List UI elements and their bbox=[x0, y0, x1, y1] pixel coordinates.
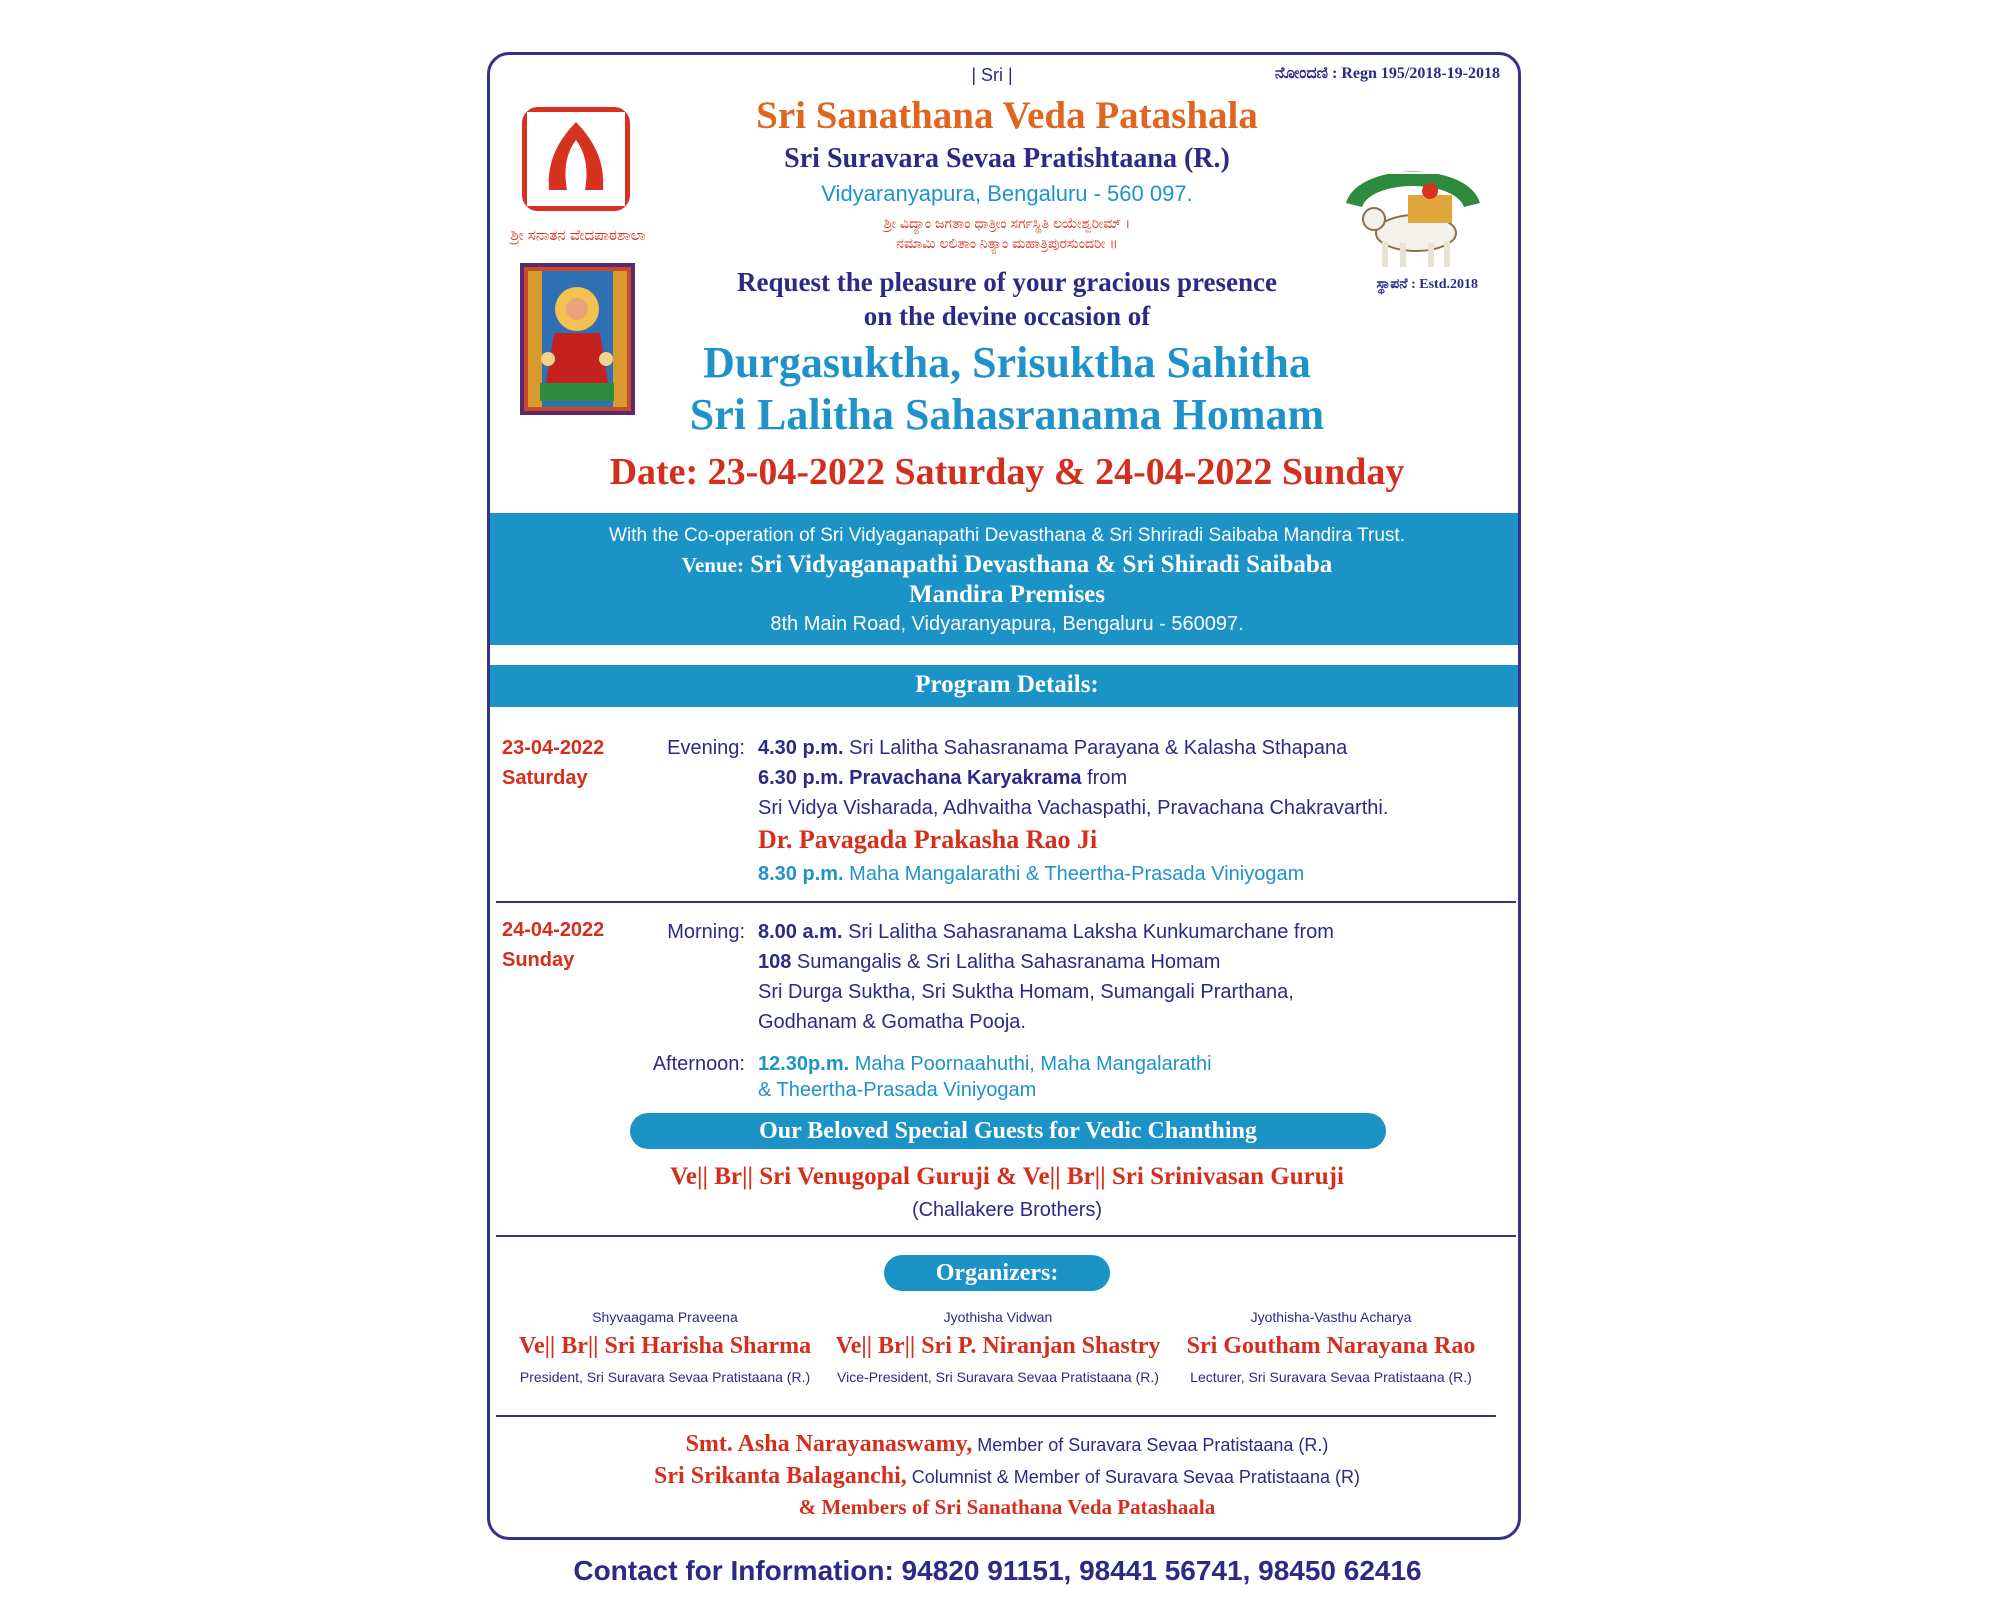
organizer-3-role: Lecturer, Sri Suravara Sevaa Pratistaana (R.) bbox=[1190, 1369, 1472, 1385]
day1-event-3: Maha Mangalarathi & Theertha-Prasada Viniyogam bbox=[843, 863, 1305, 885]
organizer-3-title: Jyothisha-Vasthu Acharya bbox=[1250, 1309, 1412, 1325]
member-3: & Members of Sri Sanathana Veda Patashaala bbox=[798, 1495, 1216, 1519]
day1-time-2: 6.30 p.m. bbox=[758, 767, 844, 789]
day1-event-2-from: from bbox=[1081, 767, 1128, 789]
guests-note: (Challakere Brothers) bbox=[911, 1199, 1103, 1221]
organizer-1-title: Shyvaagama Praveena bbox=[592, 1309, 738, 1325]
member-1-role: Member of Suravara Sevaa Pratistaana (R.) bbox=[972, 1435, 1329, 1455]
established-year: ಸ್ಥಾಪನೆ : Estd.2018 bbox=[1376, 277, 1478, 292]
organizer-2-title: Jyothisha Vidwan bbox=[943, 1309, 1053, 1325]
day1-event-1: Sri Lalitha Sahasranama Parayana & Kalasha Sthapana bbox=[843, 737, 1348, 759]
member-2-name: Sri Srikanta Balaganchi, bbox=[654, 1463, 907, 1489]
day1-item-1 bbox=[758, 737, 1347, 760]
trust-subtitle: Sri Suravara Sevaa Pratishtaana (R.) bbox=[784, 143, 1230, 174]
day1-time-3: 8.30 p.m. bbox=[758, 863, 844, 885]
organizer-2-name: Ve|| Br|| Sri P. Niranjan Shastry bbox=[835, 1333, 1161, 1359]
member-2 bbox=[490, 1463, 1521, 1490]
day1-item-2 bbox=[758, 767, 1127, 790]
day2-session-afternoon: Afternoon: bbox=[652, 1053, 745, 1075]
divider-2 bbox=[496, 1235, 1516, 1237]
day2-item-2 bbox=[758, 951, 1220, 974]
day2-session-morning: Morning: bbox=[667, 921, 745, 943]
request-line-1: Request the pleasure of your gracious presence bbox=[737, 267, 1277, 297]
venue-address: 8th Main Road, Vidyaranyapura, Bengaluru - 560097. bbox=[770, 613, 1244, 635]
patashala-title: Sri Sanathana Veda Patashala bbox=[756, 94, 1258, 137]
day2-weekday: Sunday bbox=[502, 949, 575, 971]
header-address: Vidyaranyapura, Bengaluru - 560 097. bbox=[821, 181, 1193, 206]
day2-event-2: Sumangalis & Sri Lalitha Sahasranama Homam bbox=[791, 951, 1221, 973]
day2-event-1: Sri Lalitha Sahasranama Laksha Kunkumarchane from bbox=[842, 921, 1334, 943]
day2-event-4: Godhanam & Gomatha Pooja. bbox=[758, 1011, 1026, 1033]
sri-mark: | Sri | bbox=[971, 65, 1013, 85]
guests-heading: Our Beloved Special Guests for Vedic Chanthing bbox=[630, 1113, 1386, 1149]
event-title-1: Durgasuktha, Srisuktha Sahitha bbox=[703, 338, 1311, 387]
event-date: Date: 23-04-2022 Saturday & 24-04-2022 Sunday bbox=[609, 451, 1405, 493]
day1-item-3 bbox=[758, 863, 1304, 886]
day1-event-2: Pravachana Karyakrama bbox=[843, 767, 1082, 789]
day1-date: 23-04-2022 bbox=[502, 737, 605, 759]
day1-session: Evening: bbox=[667, 737, 745, 759]
program-heading: Program Details: bbox=[915, 671, 1099, 698]
day1-speaker: Dr. Pavagada Prakasha Rao Ji bbox=[758, 825, 1098, 854]
kannada-verse-2: ನಮಾಮಿ ಲಲಿತಾಂ ನಿತ್ಯಾಂ ಮಹಾತ್ರಿಪುರಸುಂದರೀ ॥ bbox=[896, 235, 1118, 251]
event-title-2: Sri Lalitha Sahasranama Homam bbox=[689, 390, 1325, 439]
organizer-1-role: President, Sri Suravara Sevaa Pratistaana (R.) bbox=[519, 1369, 811, 1385]
organizers-heading: Organizers: bbox=[884, 1255, 1110, 1291]
cooperation-text: With the Co-operation of Sri Vidyaganapathi Devasthana & Sri Shriradi Saibaba Mandira Trust. bbox=[609, 525, 1405, 546]
logo-caption: ಶ್ರೀ ಸನಾತನ ವೇದಪಾಠಶಾಲಾ bbox=[510, 227, 646, 244]
divider-3 bbox=[496, 1415, 1496, 1417]
member-1 bbox=[490, 1431, 1521, 1458]
guests-names: Ve|| Br|| Sri Venugopal Guruji & Ve|| Br|| Sri Srinivasan Guruji bbox=[670, 1163, 1344, 1190]
organizer-1-name: Ve|| Br|| Sri Harisha Sharma bbox=[518, 1333, 812, 1359]
venue-name-2: Mandira Premises bbox=[908, 581, 1106, 608]
day2-time-5: 12.30p.m. bbox=[758, 1053, 850, 1075]
registration-number: ನೋಂದಣಿ : Regn 195/2018-19-2018 bbox=[1274, 65, 1500, 82]
organizer-2-role: Vice-President, Sri Suravara Sevaa Pratistaana (R.) bbox=[837, 1369, 1159, 1385]
venue-name-1: Sri Vidyaganapathi Devasthana & Sri Shiradi Saibaba bbox=[750, 551, 1333, 578]
request-line-2: on the devine occasion of bbox=[863, 301, 1151, 331]
venue-label: Venue: bbox=[681, 553, 744, 577]
divider-1 bbox=[496, 901, 1516, 903]
contact-info: Contact for Information: 94820 91151, 98441 56741, 98450 62416 bbox=[573, 1555, 1422, 1586]
day1-weekday: Saturday bbox=[502, 767, 588, 789]
venue-name-line-1 bbox=[490, 551, 1521, 579]
kannada-verse-1: ಶ್ರೀ ವಿದ್ಯಾಂ ಜಗತಾಂ ಧಾತ್ರೀಂ ಸರ್ಗಸ್ಥಿತಿ ಲಯೇಶ್ವರೀಮ್ । bbox=[883, 215, 1131, 231]
day2-event-3: Sri Durga Suktha, Sri Suktha Homam, Sumangali Prarthana, bbox=[758, 981, 1294, 1003]
day2-date: 24-04-2022 bbox=[502, 919, 605, 941]
day1-speaker-titles: Sri Vidya Visharada, Adhvaitha Vachaspathi, Pravachana Chakravarthi. bbox=[758, 797, 1389, 819]
day2-count: 108 bbox=[758, 951, 792, 973]
day2-time-1: 8.00 a.m. bbox=[758, 921, 843, 943]
member-2-role: Columnist & Member of Suravara Sevaa Pratistaana (R) bbox=[906, 1467, 1360, 1487]
day2-item-5 bbox=[758, 1053, 1212, 1076]
day1-time-1: 4.30 p.m. bbox=[758, 737, 844, 759]
invitation-card bbox=[487, 52, 1521, 1540]
organizer-3-name: Sri Goutham Narayana Rao bbox=[1186, 1333, 1476, 1359]
day2-event-6: & Theertha-Prasada Viniyogam bbox=[758, 1079, 1037, 1101]
member-1-name: Smt. Asha Narayanaswamy, bbox=[685, 1431, 973, 1457]
day2-event-5: Maha Poornaahuthi, Maha Mangalarathi bbox=[849, 1053, 1212, 1075]
day2-item-1 bbox=[758, 921, 1334, 944]
